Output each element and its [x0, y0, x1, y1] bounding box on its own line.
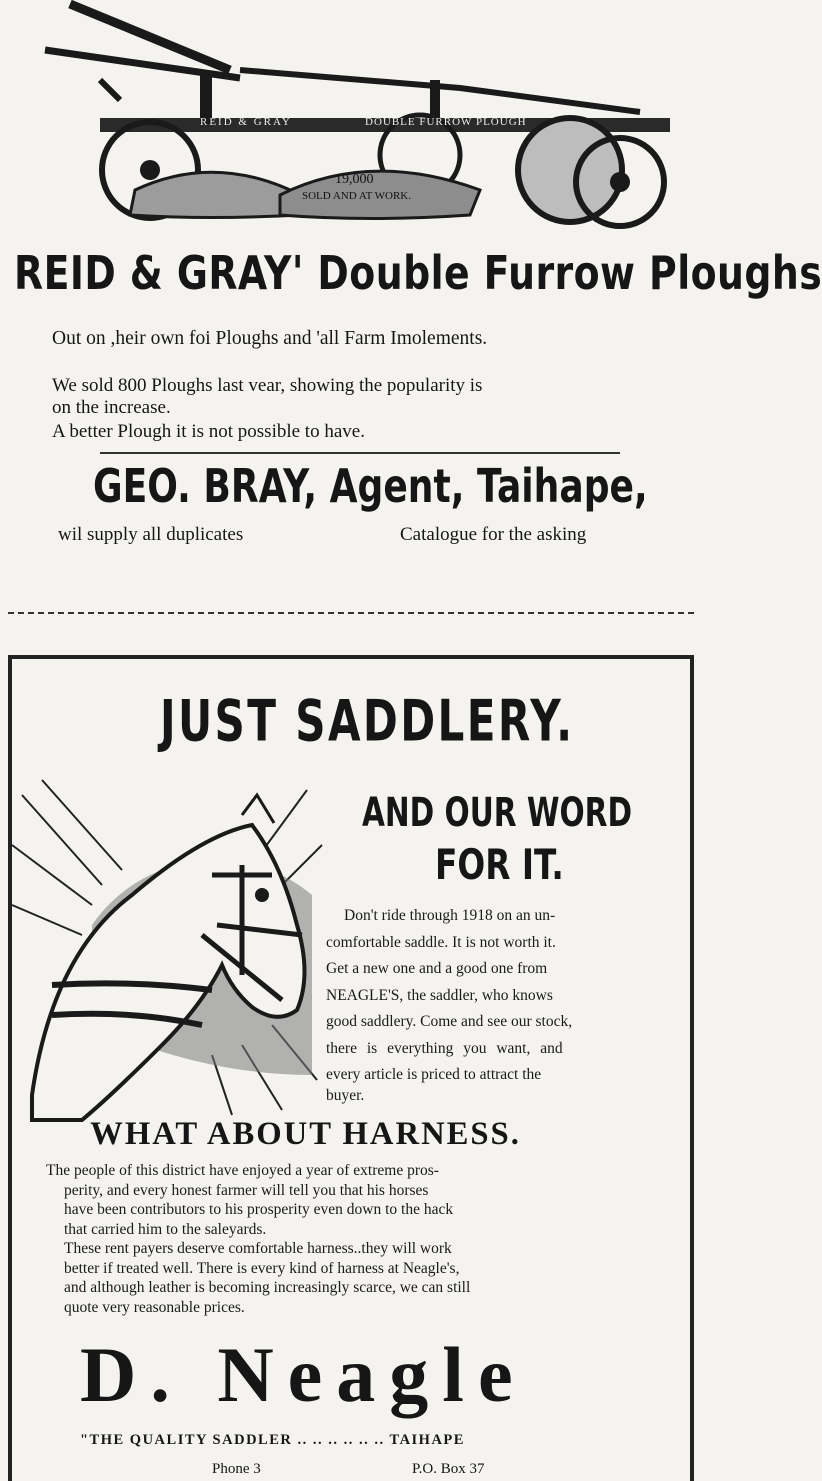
harness-line: quote very reasonable prices.	[64, 1298, 245, 1316]
plough-beam-label-2: DOUBLE FURROW PLOUGH	[365, 116, 527, 128]
reid-gray-tagline: Out on ,heir own foi Ploughs and 'all Farm Imolements.	[52, 328, 488, 349]
ad-separator	[8, 612, 694, 614]
plough-sign-count: 19,000	[335, 172, 374, 187]
our-word-subheading: AND OUR WORD	[362, 790, 633, 836]
reid-gray-headline: REID & GRAY' Double Furrow Ploughs	[14, 247, 822, 301]
harness-body	[46, 1161, 666, 1317]
harness-line: perity, and every honest farmer will tell you that his horses	[64, 1181, 429, 1199]
po-box: P.O. Box 37	[412, 1461, 485, 1477]
just-saddlery-headline: JUST SADDLERY.	[160, 688, 575, 755]
wavy-underline	[100, 452, 620, 454]
neagle-name: D. Neagle	[80, 1331, 527, 1418]
harness-line: These rent payers deserve comfortable harness..they will work	[64, 1240, 452, 1257]
plough-icon	[40, 0, 680, 240]
saddlery-body-line: buyer.	[326, 1086, 365, 1104]
reid-gray-body-line3: A better Plough it is not possible to have.	[52, 421, 365, 442]
saddlery-body-line: there is everything you want, and	[326, 1039, 563, 1057]
agent-line: GEO. BRAY, Agent, Taihape,	[93, 460, 648, 514]
saddlery-body-line: NEAGLE'S, the saddler, who knows	[326, 986, 553, 1004]
harness-heading: WHAT ABOUT HARNESS.	[90, 1116, 521, 1152]
saddlery-body-line: good saddlery. Come and see our stock,	[326, 1013, 573, 1030]
harness-line: better if treated well. There is every kind of harness at Neagle's,	[64, 1259, 460, 1277]
reid-gray-body-line2: on the increase.	[52, 397, 171, 418]
saddlery-body-line: Get a new one and a good one from	[326, 960, 548, 977]
reid-gray-body-line1: We sold 800 Ploughs last vear, showing the popularity is	[52, 375, 483, 396]
for-it-subheading: FOR IT.	[435, 840, 564, 889]
saddlery-body-line: Don't ride through 1918 on an un-	[344, 907, 556, 924]
plough-illustration	[40, 0, 680, 240]
catalogue-text: Catalogue for the asking	[400, 524, 587, 545]
saddlery-body-line: every article is priced to attract the	[326, 1066, 542, 1083]
horse-illustration	[12, 775, 322, 1120]
phone-number: Phone 3	[212, 1461, 261, 1477]
harness-line: and although leather is becoming increasingly scarce, we can still	[64, 1279, 471, 1296]
harness-line: have been contributors to his prosperity even down to the hack	[64, 1201, 454, 1218]
saddlery-body	[326, 903, 671, 1103]
harness-line: The people of this district have enjoyed a year of extreme pros-	[46, 1162, 439, 1179]
saddlery-body-line: comfortable saddle. It is not worth it.	[326, 933, 556, 951]
horse-head-icon	[12, 775, 322, 1120]
duplicates-text: wil supply all duplicates	[58, 524, 244, 545]
plough-beam-label: REID & GRAY	[200, 116, 292, 128]
plough-sign-text: SOLD AND AT WORK.	[302, 190, 411, 202]
harness-line: that carried him to the saleyards.	[64, 1220, 267, 1238]
quality-saddler-line: "THE QUALITY SADDLER .. .. .. .. .. .. TAIHAPE	[80, 1432, 465, 1448]
